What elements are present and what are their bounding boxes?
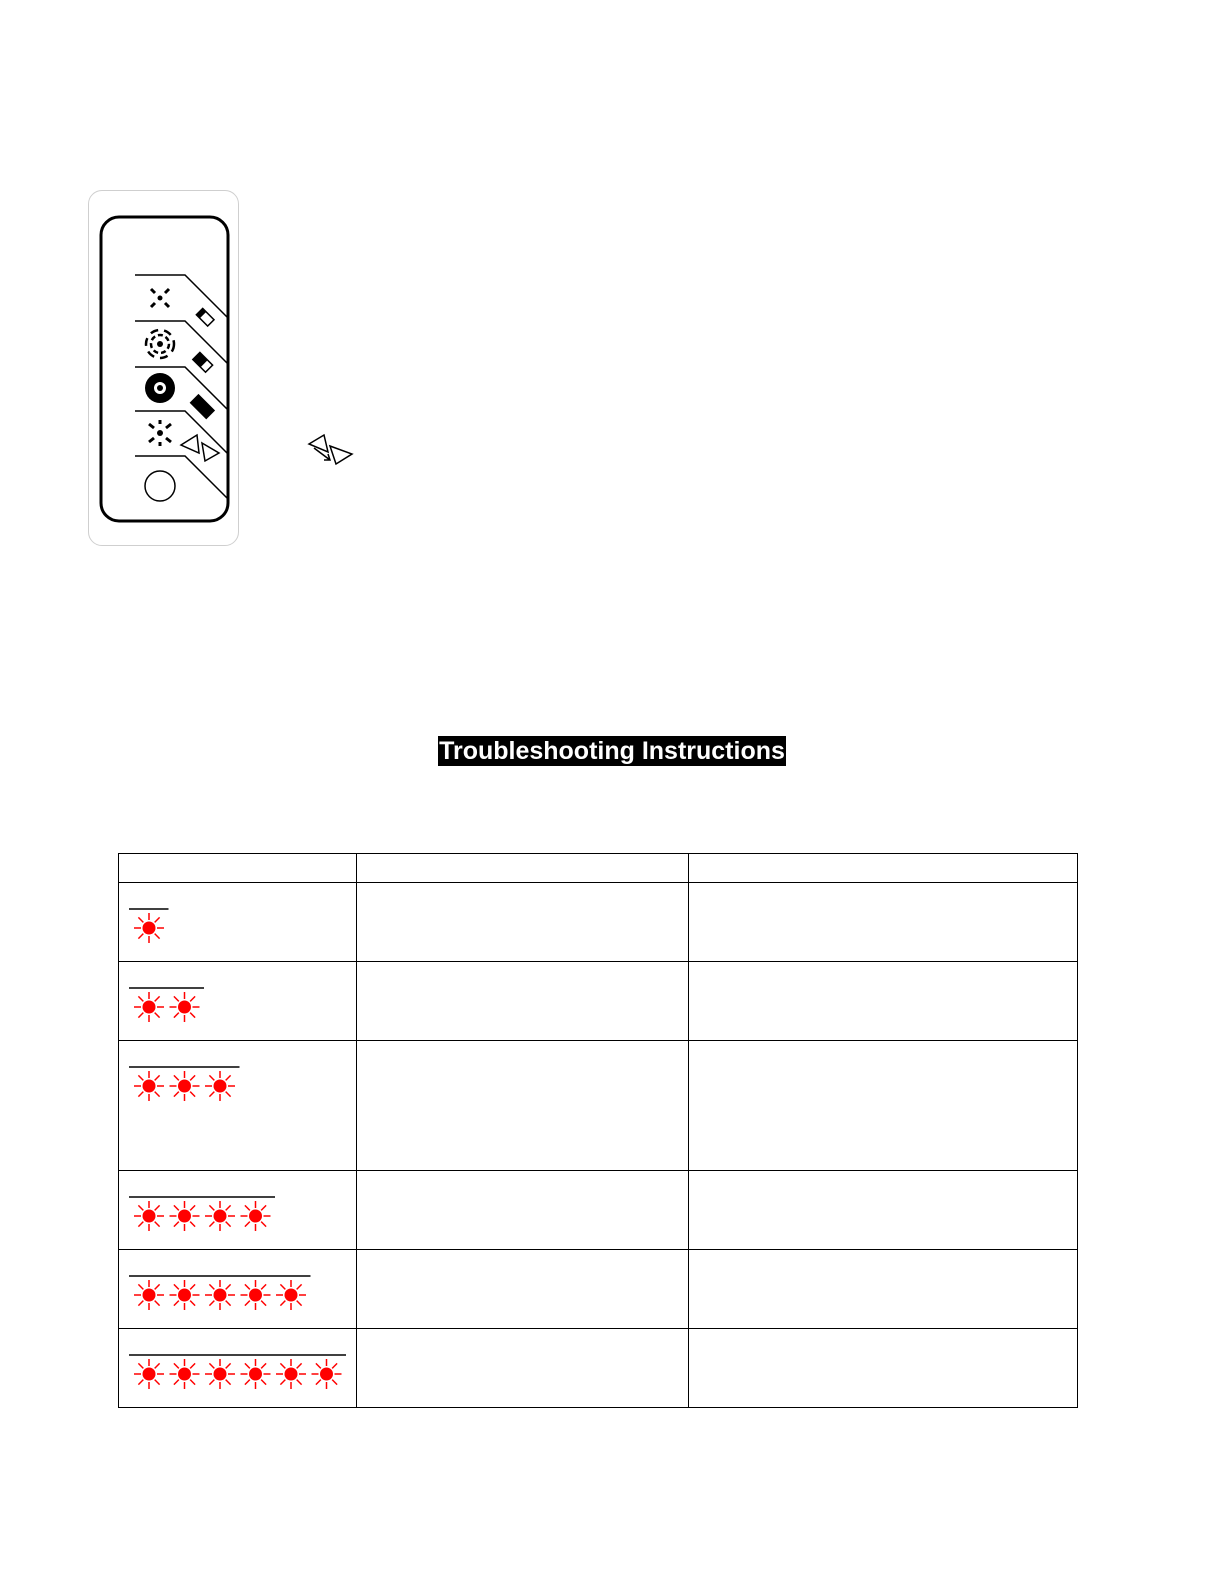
- page-title: Troubleshooting Instructions: [439, 737, 785, 765]
- blink-light-icon: [170, 1201, 200, 1231]
- cause-cell: [357, 883, 689, 962]
- header-cell: [357, 854, 689, 883]
- blink-cell: [119, 1329, 357, 1408]
- troubleshooting-table: [118, 853, 1078, 1408]
- blink-light-icon: [205, 1359, 235, 1389]
- cause-cell: [357, 1171, 689, 1250]
- title-container: [0, 736, 1224, 766]
- blink-light-icon: [276, 1359, 306, 1389]
- blink-light-icon: [241, 1359, 271, 1389]
- blink-indicator: [129, 1195, 281, 1231]
- blink-cell: [119, 883, 357, 962]
- control-panel-drawing: [89, 191, 240, 547]
- blink-light-icon: [276, 1280, 306, 1310]
- blink-cell: [119, 1250, 357, 1329]
- header-cell: [689, 854, 1078, 883]
- table-header-row: [119, 854, 1078, 883]
- control-panel-illustration: [88, 190, 239, 546]
- blink-light-icon: [170, 1071, 200, 1101]
- solution-cell: [689, 962, 1078, 1041]
- table-row: [119, 1041, 1078, 1171]
- blink-light-icon: [170, 1280, 200, 1310]
- blink-indicator: [129, 1353, 352, 1389]
- blink-light-icon: [170, 1359, 200, 1389]
- blink-light-icon: [205, 1280, 235, 1310]
- solution-cell: [689, 1041, 1078, 1171]
- table-row: [119, 1250, 1078, 1329]
- blink-cell: [119, 1171, 357, 1250]
- blink-light-icon: [205, 1071, 235, 1101]
- blink-indicator: [129, 1274, 317, 1310]
- blink-light-icon: [134, 1359, 164, 1389]
- blink-light-icon: [241, 1280, 271, 1310]
- cause-cell: [357, 1250, 689, 1329]
- blink-light-icon: [134, 992, 164, 1022]
- cause-cell: [357, 1329, 689, 1408]
- solution-cell: [689, 883, 1078, 962]
- blink-light-icon: [312, 1359, 342, 1389]
- solution-cell: [689, 1329, 1078, 1408]
- blink-light-icon: [241, 1201, 271, 1231]
- table-row: [119, 1171, 1078, 1250]
- blink-light-icon: [134, 913, 164, 943]
- blink-cell: [119, 962, 357, 1041]
- blink-light-icon: [170, 992, 200, 1022]
- blink-indicator: [129, 907, 175, 943]
- table-row: [119, 883, 1078, 962]
- header-cell: [119, 854, 357, 883]
- blink-indicator: [129, 986, 210, 1022]
- table-row: [119, 962, 1078, 1041]
- cause-cell: [357, 1041, 689, 1171]
- table-row: [119, 1329, 1078, 1408]
- round-button-icon: [145, 471, 175, 501]
- blink-indicator: [129, 1065, 246, 1101]
- blink-light-icon: [134, 1201, 164, 1231]
- blink-cell: [119, 1041, 357, 1171]
- blink-light-icon: [205, 1201, 235, 1231]
- swap-arrows-icon: [306, 432, 356, 468]
- blink-light-icon: [134, 1071, 164, 1101]
- solution-cell: [689, 1171, 1078, 1250]
- cause-cell: [357, 962, 689, 1041]
- solution-cell: [689, 1250, 1078, 1329]
- power-ring-icon: [145, 373, 175, 403]
- blink-light-icon: [134, 1280, 164, 1310]
